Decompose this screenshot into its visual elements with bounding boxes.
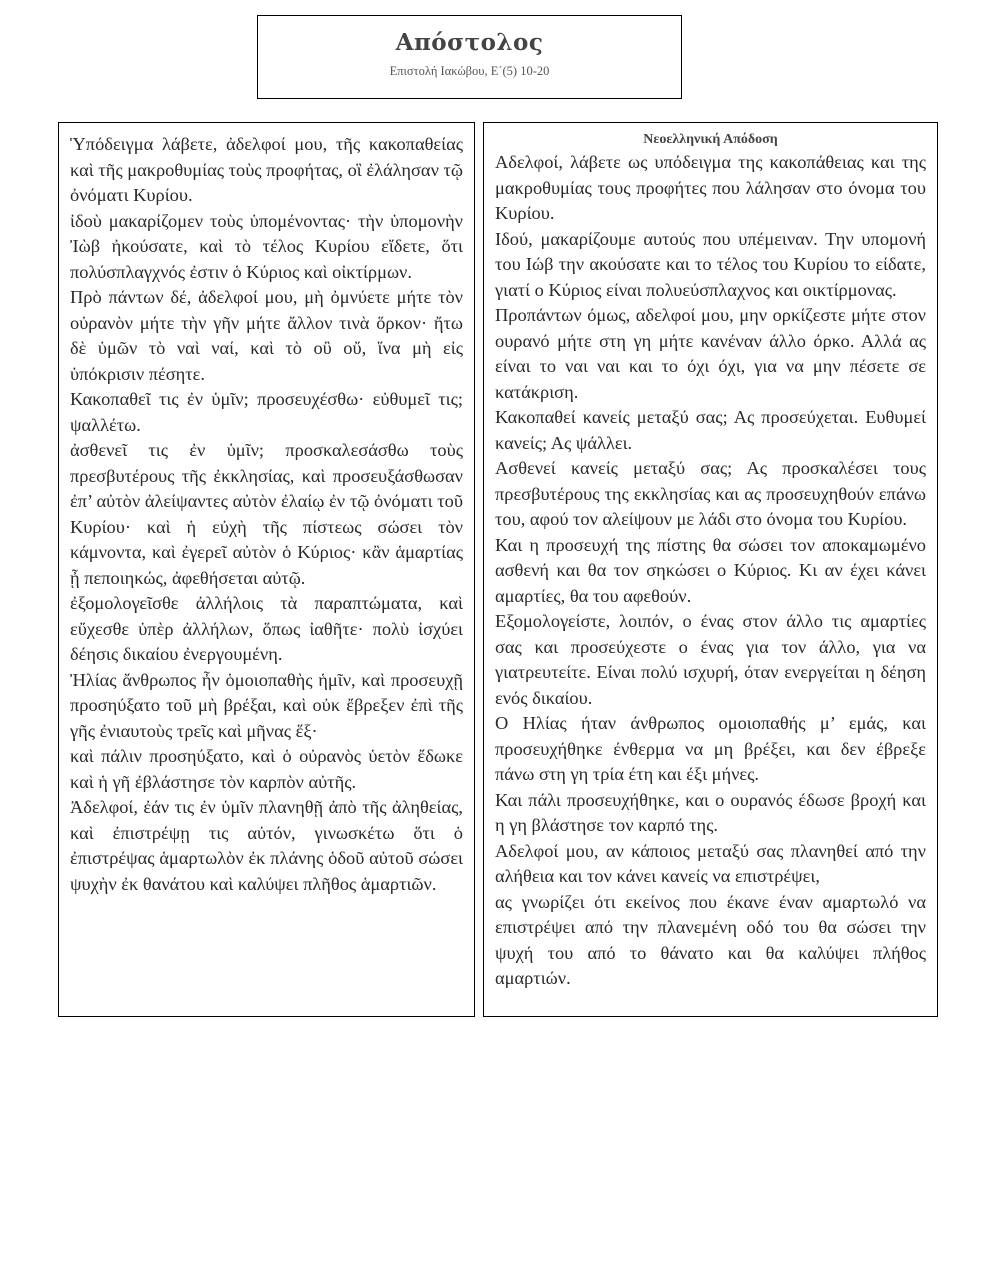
verse-paragraph: Ιδού, μακαρίζουμε αυτούς που υπέμειναν. Την υπομονή του Ιώβ την ακούσατε και το τέλος του Κυρίου το είδατε, γιατί ο Κύριος είναι πολυεύσπλαχνος και οικτίρμονας. [495, 228, 926, 300]
verse-paragraph: Κακοπαθεῖ τις ἐν ὑμῖν; προσευχέσθω· εὐθυμεῖ τις; ψαλλέτω. [70, 389, 463, 435]
verse-paragraph: Ασθενεί κανείς μεταξύ σας; Ας προσκαλέσει τους πρεσβυτέρους της εκκλησίας και ας προσευχηθούν επάνω του, αφού τον αλείψουν με λάδι στο όνομα του Κυρίου. [495, 458, 926, 529]
verse-paragraph: Κακοπαθεί κανείς μεταξύ σας; Ας προσεύχεται. Ευθυμεί κανείς; Ας ψάλλει. [495, 407, 926, 453]
verse-paragraph: Και πάλι προσευχήθηκε, και ο ουρανός έδωσε βροχή και η γη βλάστησε τον καρπό της. [495, 789, 926, 835]
verse-paragraph: Αδελφοί, λάβετε ως υπόδειγμα της κακοπάθειας και της μακροθυμίας τους προφήτες που λάλησαν στο όνομα του Κυρίου. [495, 152, 926, 223]
verse-paragraph: Ὑπόδειγμα λάβετε, ἀδελφοί μου, τῆς κακοπαθείας καὶ τῆς μακροθυμίας τοὺς προφήτας, οἳ ἐλάλησαν τῷ ὀνόματι Κυρίου. [70, 134, 463, 205]
verse-paragraph: Ο Ηλίας ήταν άνθρωπος ομοιοπαθής μ’ εμάς, και προσευχήθηκε ένθερμα να μη βρέξει, και δεν έβρεξε πάνω στη γη τρία έτη και έξι μήνες. [495, 713, 926, 784]
verse-paragraph: καὶ πάλιν προσηύξατο, καὶ ὁ οὐρανὸς ὑετὸν ἔδωκε καὶ ἡ γῆ ἐβλάστησε τὸν καρπὸν αὐτῆς. [70, 746, 463, 792]
translation-heading: Νεοελληνική Απόδοση [643, 132, 778, 147]
verse-paragraph: ἰδοὺ μακαρίζομεν τοὺς ὑπομένοντας· τὴν ὑπομονὴν Ἰὼβ ἠκούσατε, καὶ τὸ τέλος Κυρίου εἴδετε, ὅτι πολύσπλαγχνός ἐστιν ὁ Κύριος καὶ οἰκτίρμων. [70, 210, 463, 282]
page-title: Απόστολος [395, 29, 544, 56]
verse-paragraph: ας γνωρίζει ότι εκείνος που έκανε έναν αμαρτωλό να επιστρέψει από την πλανεμένη οδό του θα σώσει την ψυχή του από το θάνατο και θα καλύψει πλήθος αμαρτιών. [495, 891, 926, 988]
verse-paragraph: Ἀδελφοί, ἐάν τις ἐν ὑμῖν πλανηθῇ ἀπὸ τῆς ἀληθείας, καὶ ἐπιστρέψῃ τις αὐτόν, γινωσκέτω ὅτι ὁ ἐπιστρέψας ἁμαρτωλὸν ἐκ πλάνης ὁδοῦ αὐτοῦ σώσει ψυχὴν ἐκ θανάτου καὶ καλύψει πλῆθος ἁμαρτιῶν. [70, 797, 463, 894]
title-box [257, 15, 682, 99]
verse-paragraph: Πρὸ πάντων δέ, ἀδελφοί μου, μὴ ὀμνύετε μήτε τὸν οὐρανὸν μήτε τὴν γῆν μήτε ἄλλον τινὰ ὅρκον· ἤτω δὲ ὑμῶν τὸ ναὶ ναί, καὶ τὸ οὒ οὔ, ἵνα μὴ εἰς ὑπόκρισιν πέσητε. [70, 287, 463, 384]
verse-paragraph: ἀσθενεῖ τις ἐν ὑμῖν; προσκαλεσάσθω τοὺς πρεσβυτέρους τῆς ἐκκλησίας, καὶ προσευξάσθωσαν ἐπ’ αὐτὸν ἀλείψαντες αὐτὸν ἐλαίῳ ἐν τῷ ὀνόματι τοῦ Κυρίου· καὶ ἡ εὐχὴ τῆς πίστεως σώσει τὸν κάμνοντα, καὶ ἐγερεῖ αὐτὸν ὁ Κύριος· κἂν ἁμαρτίας ᾖ πεποιηκώς, ἀφεθήσεται αὐτῷ. [70, 440, 463, 588]
original-text-column [58, 122, 475, 1017]
verse-paragraph: ἐξομολογεῖσθε ἀλλήλοις τὰ παραπτώματα, καὶ εὔχεσθε ὑπὲρ ἀλλήλων, ὅπως ἰαθῆτε· πολὺ ἰσχύει δέησις δικαίου ἐνεργουμένη. [70, 593, 463, 664]
verse-paragraph: Εξομολογείστε, λοιπόν, ο ένας στον άλλο τις αμαρτίες σας και προσεύχεστε ο ένας για τον άλλο, για να γιατρευτείτε. Είναι πολύ ισχυρή, όταν ενεργείται η δέηση ενός δικαίου. [495, 611, 926, 708]
verse-paragraph: Και η προσευχή της πίστης θα σώσει τον αποκαμωμένο ασθενή και θα τον σηκώσει ο Κύριος. Κι αν έχει κάνει αμαρτίες, θα του αφεθούν. [495, 534, 926, 606]
page-subtitle: Επιστολή Ιακώβου, Ε΄(5) 10-20 [389, 64, 550, 78]
verse-paragraph: Προπάντων όμως, αδελφοί μου, μην ορκίζεστε μήτε στον ουρανό μήτε στη γη μήτε κανέναν άλλο όρκο. Αλλά ας είναι το ναι ναι και το όχι όχι, για να μην πέσετε σε κατάκριση. [495, 305, 926, 402]
verse-paragraph: Αδελφοί μου, αν κάποιος μεταξύ σας πλανηθεί από την αλήθεια και τον κάνει κανείς να επιστρέψει, [495, 840, 926, 886]
verse-paragraph: Ἠλίας ἄνθρωπος ἦν ὁμοιοπαθὴς ἡμῖν, καὶ προσευχῇ προσηύξατο τοῦ μὴ βρέξαι, καὶ οὐκ ἔβρεξεν ἐπὶ τῆς γῆς ἐνιαυτοὺς τρεῖς καὶ μῆνας ἕξ· [70, 669, 463, 741]
translation-column [483, 122, 938, 1017]
